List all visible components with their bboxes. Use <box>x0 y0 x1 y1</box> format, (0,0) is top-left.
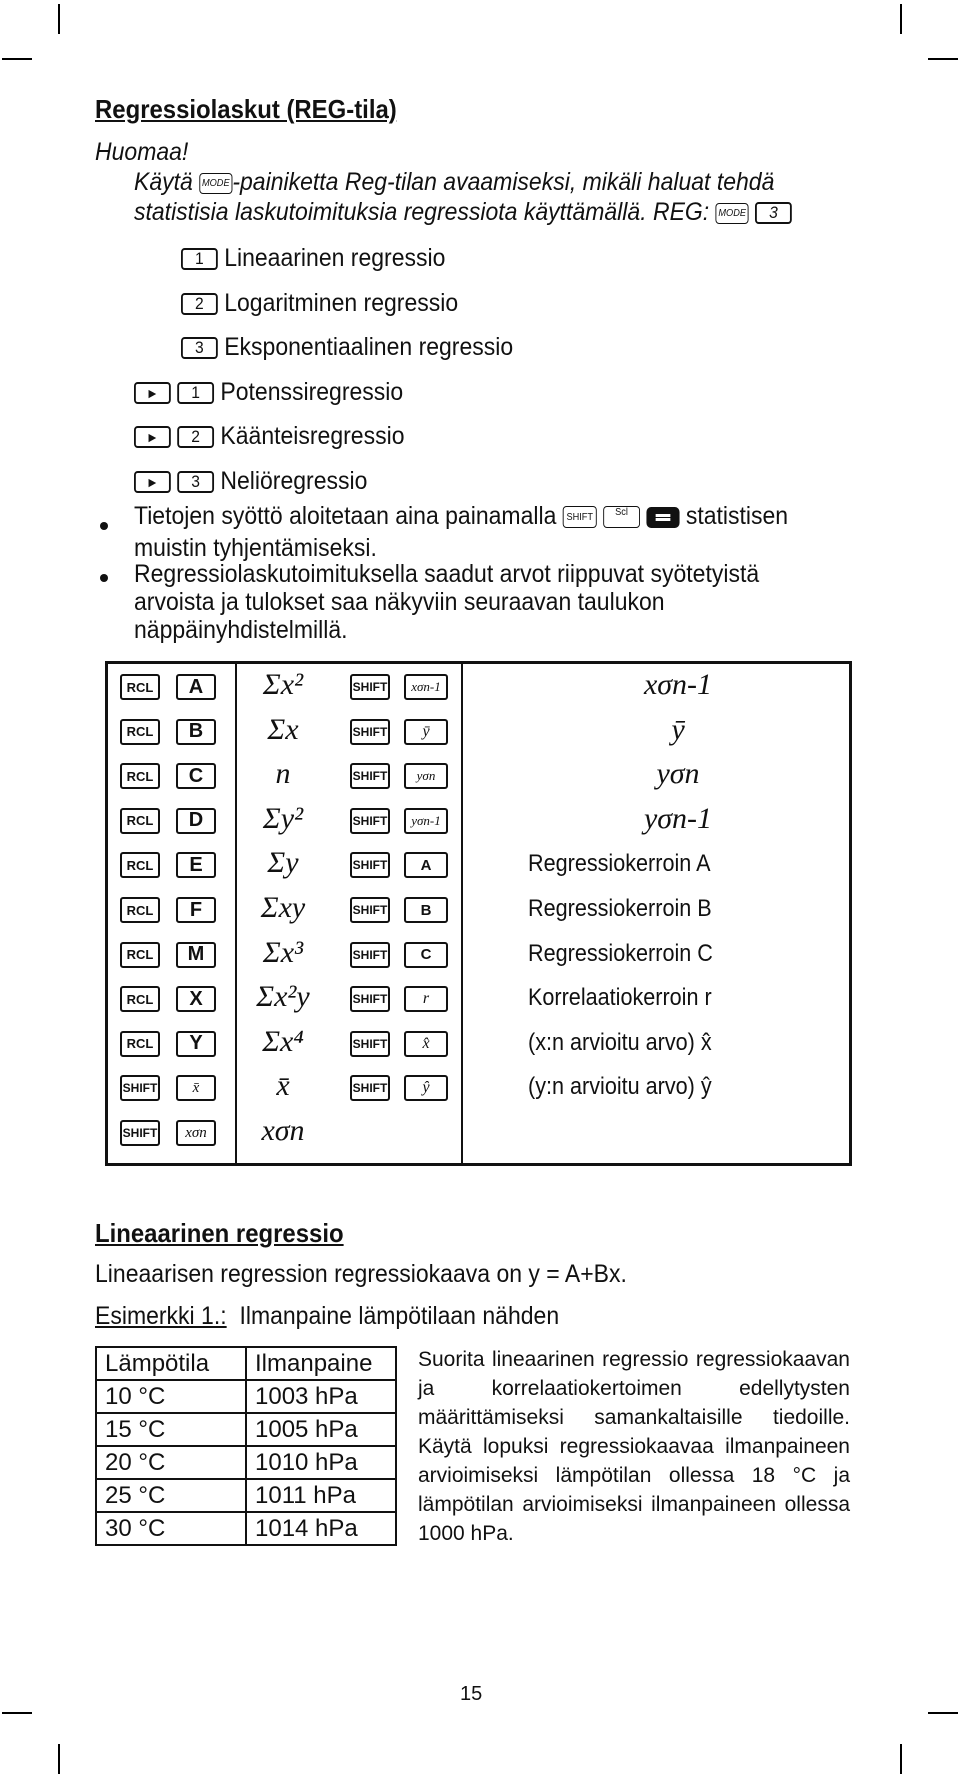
result-label: (y:n arvioitu arvo) ŷ <box>528 1073 712 1101</box>
note-line-2-text: statistisia laskutoimituksia regressiota käyttämällä. REG: <box>134 198 710 226</box>
bullet-2-line-2: arvoista ja tulokset saa näkyviin seuraavan taulukon <box>134 588 665 616</box>
statistic-symbol: Σx² <box>262 668 304 701</box>
mode-key: MODE <box>716 203 749 224</box>
function-key: C <box>404 942 448 968</box>
table-row <box>96 1413 396 1446</box>
shift-key: SHIFT <box>350 763 390 789</box>
statistic-symbol: x̄ <box>276 1069 290 1103</box>
shift-key: SHIFT <box>120 1075 160 1101</box>
table-cell: Ilmanpaine <box>246 1347 396 1380</box>
statistic-symbol: n <box>275 757 291 791</box>
bullet-1-line-2: muistin tyhjentämiseksi. <box>134 534 377 562</box>
statistic-symbol: Σxy <box>260 891 306 924</box>
digit-key: 3 <box>177 471 214 493</box>
table-cell: Lämpötila <box>96 1347 246 1380</box>
function-key: yσn <box>404 763 448 789</box>
regression-mode-item <box>181 333 513 362</box>
table-cell: 20 °C <box>96 1446 246 1479</box>
bullet-1-post: statistisen <box>685 502 789 530</box>
rcl-key: RCL <box>120 674 160 700</box>
crop-mark <box>58 4 60 34</box>
rcl-key: RCL <box>120 763 160 789</box>
crop-mark <box>900 1744 902 1774</box>
regression-mode-label: Neliöregressio <box>220 466 368 495</box>
statistic-symbol: xσn <box>261 1114 305 1147</box>
rcl-key: RCL <box>120 986 160 1012</box>
bullet-1-line-1 <box>134 502 788 531</box>
shift-key: SHIFT <box>350 808 390 834</box>
rcl-key: RCL <box>120 942 160 968</box>
shift-key: SHIFT <box>350 942 390 968</box>
table-header-row <box>96 1347 396 1380</box>
digit-key: 1 <box>177 382 214 404</box>
digit-key: 1 <box>181 248 218 270</box>
function-key: D <box>176 808 216 834</box>
regression-mode-item <box>134 422 405 451</box>
note-line-1-pre: Käytä <box>134 168 193 196</box>
mode-key: MODE <box>199 173 232 194</box>
bullet-2-line-1: Regressiolaskutoimituksella saadut arvot riippuvat syötetyistä <box>134 560 760 588</box>
right-arrow-key: ► <box>134 382 171 404</box>
function-key: E <box>176 852 216 878</box>
table-cell: 1003 hPa <box>246 1380 396 1413</box>
result-symbol: yσn-1 <box>643 801 713 835</box>
statistic-symbol: Σy² <box>262 801 304 835</box>
regression-mode-item <box>181 289 458 318</box>
function-key: X <box>176 986 216 1012</box>
crop-mark <box>58 1744 60 1774</box>
regression-mode-label: Eksponentiaalinen regressio <box>224 333 514 361</box>
function-key: B <box>176 719 216 745</box>
crop-mark <box>2 1712 32 1714</box>
shift-key: SHIFT <box>120 1120 160 1146</box>
result-label: (x:n arvioitu arvo) x̂ <box>528 1028 712 1056</box>
example-line <box>95 1302 559 1331</box>
function-key: x̂ <box>404 1031 448 1057</box>
function-key: C <box>176 763 216 789</box>
bullet-icon <box>100 522 108 530</box>
right-arrow-key: ► <box>134 426 171 448</box>
shift-key: SHIFT <box>350 897 390 923</box>
function-key: M <box>176 942 216 968</box>
result-label: Regressiokerroin A <box>528 850 711 878</box>
scl-key: Scl <box>603 506 640 528</box>
formula-text: Lineaarisen regression regressiokaava on y = A+Bx. <box>95 1260 627 1288</box>
table-cell: 30 °C <box>96 1512 246 1545</box>
bullet-icon <box>100 574 108 582</box>
statistic-symbol: Σy <box>267 846 299 880</box>
result-label: Regressiokerroin B <box>528 895 712 922</box>
crop-mark <box>900 4 902 34</box>
rcl-key: RCL <box>120 719 160 745</box>
digit-key: 3 <box>181 337 218 359</box>
right-arrow-key: ► <box>134 471 171 493</box>
rcl-key: RCL <box>120 897 160 923</box>
result-symbol: ȳ <box>671 712 685 746</box>
table-cell: 1005 hPa <box>246 1413 396 1446</box>
function-key: ŷ <box>404 1075 448 1101</box>
regression-mode-item <box>134 378 403 407</box>
crop-mark <box>2 58 32 60</box>
result-symbol: yσn <box>656 757 700 791</box>
result-label: Regressiokerroin C <box>528 939 713 967</box>
note-line-2 <box>134 198 792 227</box>
table-row <box>96 1380 396 1413</box>
function-key: A <box>176 674 216 700</box>
bullet-2-line-3: näppäinyhdistelmillä. <box>134 616 348 644</box>
function-key: F <box>176 897 216 923</box>
regression-mode-label: Potenssiregressio <box>220 377 404 406</box>
digit-key: 2 <box>181 293 218 315</box>
digit-key: 2 <box>177 426 214 448</box>
function-key: xσn <box>176 1120 216 1146</box>
note-line-1-post: -painiketta Reg-tilan avaamiseksi, mikäli haluat tehdä <box>232 168 775 196</box>
example-title: Ilmanpaine lämpötilaan nähden <box>239 1302 560 1330</box>
rcl-key: RCL <box>120 808 160 834</box>
rcl-key: RCL <box>120 852 160 878</box>
result-symbol: xσn-1 <box>643 668 713 701</box>
statistic-symbol: Σx <box>267 712 299 746</box>
table-cell: 15 °C <box>96 1413 246 1446</box>
equals-key <box>646 507 679 528</box>
example-label: Esimerkki 1.: <box>95 1302 227 1330</box>
page-number: 15 <box>460 1683 483 1705</box>
function-key: xσn-1 <box>404 674 448 700</box>
table-row <box>96 1446 396 1479</box>
function-key: x̄ <box>176 1075 216 1101</box>
note-title: Huomaa! <box>95 138 189 166</box>
bullet-1-pre: Tietojen syöttö aloitetaan aina painamalla <box>134 502 557 530</box>
table-row <box>96 1479 396 1512</box>
shift-key: SHIFT <box>350 674 390 700</box>
function-key: ȳ <box>404 719 448 745</box>
statistic-symbol: Σx⁴ <box>262 1024 304 1058</box>
shift-key: SHIFT <box>350 1031 390 1057</box>
page-heading: Regressiolaskut (REG-tila) <box>95 94 397 124</box>
key-combination-table <box>105 661 852 1166</box>
regression-mode-item <box>181 244 445 273</box>
table-cell: 25 °C <box>96 1479 246 1512</box>
function-key: A <box>404 852 448 878</box>
shift-key: SHIFT <box>350 852 390 878</box>
shift-key: SHIFT <box>350 1075 390 1101</box>
note-line-1 <box>134 168 774 197</box>
function-key: Y <box>176 1031 216 1057</box>
example-data-table <box>95 1346 397 1546</box>
shift-key: SHIFT <box>350 719 390 745</box>
regression-mode-label: Lineaarinen regressio <box>224 244 446 272</box>
result-label: Korrelaatiokerroin r <box>528 984 712 1012</box>
regression-mode-label: Logaritminen regressio <box>224 288 459 317</box>
table-cell: 1011 hPa <box>246 1479 396 1512</box>
statistic-symbol: Σx²y <box>256 980 310 1014</box>
table-divider <box>461 664 463 1163</box>
function-key: B <box>404 897 448 923</box>
regression-mode-item <box>134 467 367 496</box>
table-row <box>96 1512 396 1545</box>
function-key: yσn-1 <box>404 808 448 834</box>
shift-key: SHIFT <box>563 506 597 528</box>
shift-key: SHIFT <box>350 986 390 1012</box>
linear-heading: Lineaarinen regressio <box>95 1218 344 1248</box>
table-cell: 10 °C <box>96 1380 246 1413</box>
statistic-symbol: Σx³ <box>262 935 304 969</box>
table-cell: 1010 hPa <box>246 1446 396 1479</box>
digit-3-key: 3 <box>755 202 792 224</box>
crop-mark <box>928 58 958 60</box>
function-key: r <box>404 986 448 1012</box>
regression-mode-label: Käänteisregressio <box>220 422 405 450</box>
rcl-key: RCL <box>120 1031 160 1057</box>
crop-mark <box>928 1712 958 1714</box>
table-cell: 1014 hPa <box>246 1512 396 1545</box>
example-paragraph: Suorita lineaarinen regressio regressiokaavan ja korrelaatiokertoimen edellytysten määrittämiseksi samankaltaisille tiedoille. Käytä lopuksi regressiokaavaa ilmanpaineen arvioimiseksi lämpötilan ollessa 18 °C ja lämpötilan arvioimiseksi ilmanpaineen ollessa 1000 hPa. <box>418 1348 850 1545</box>
